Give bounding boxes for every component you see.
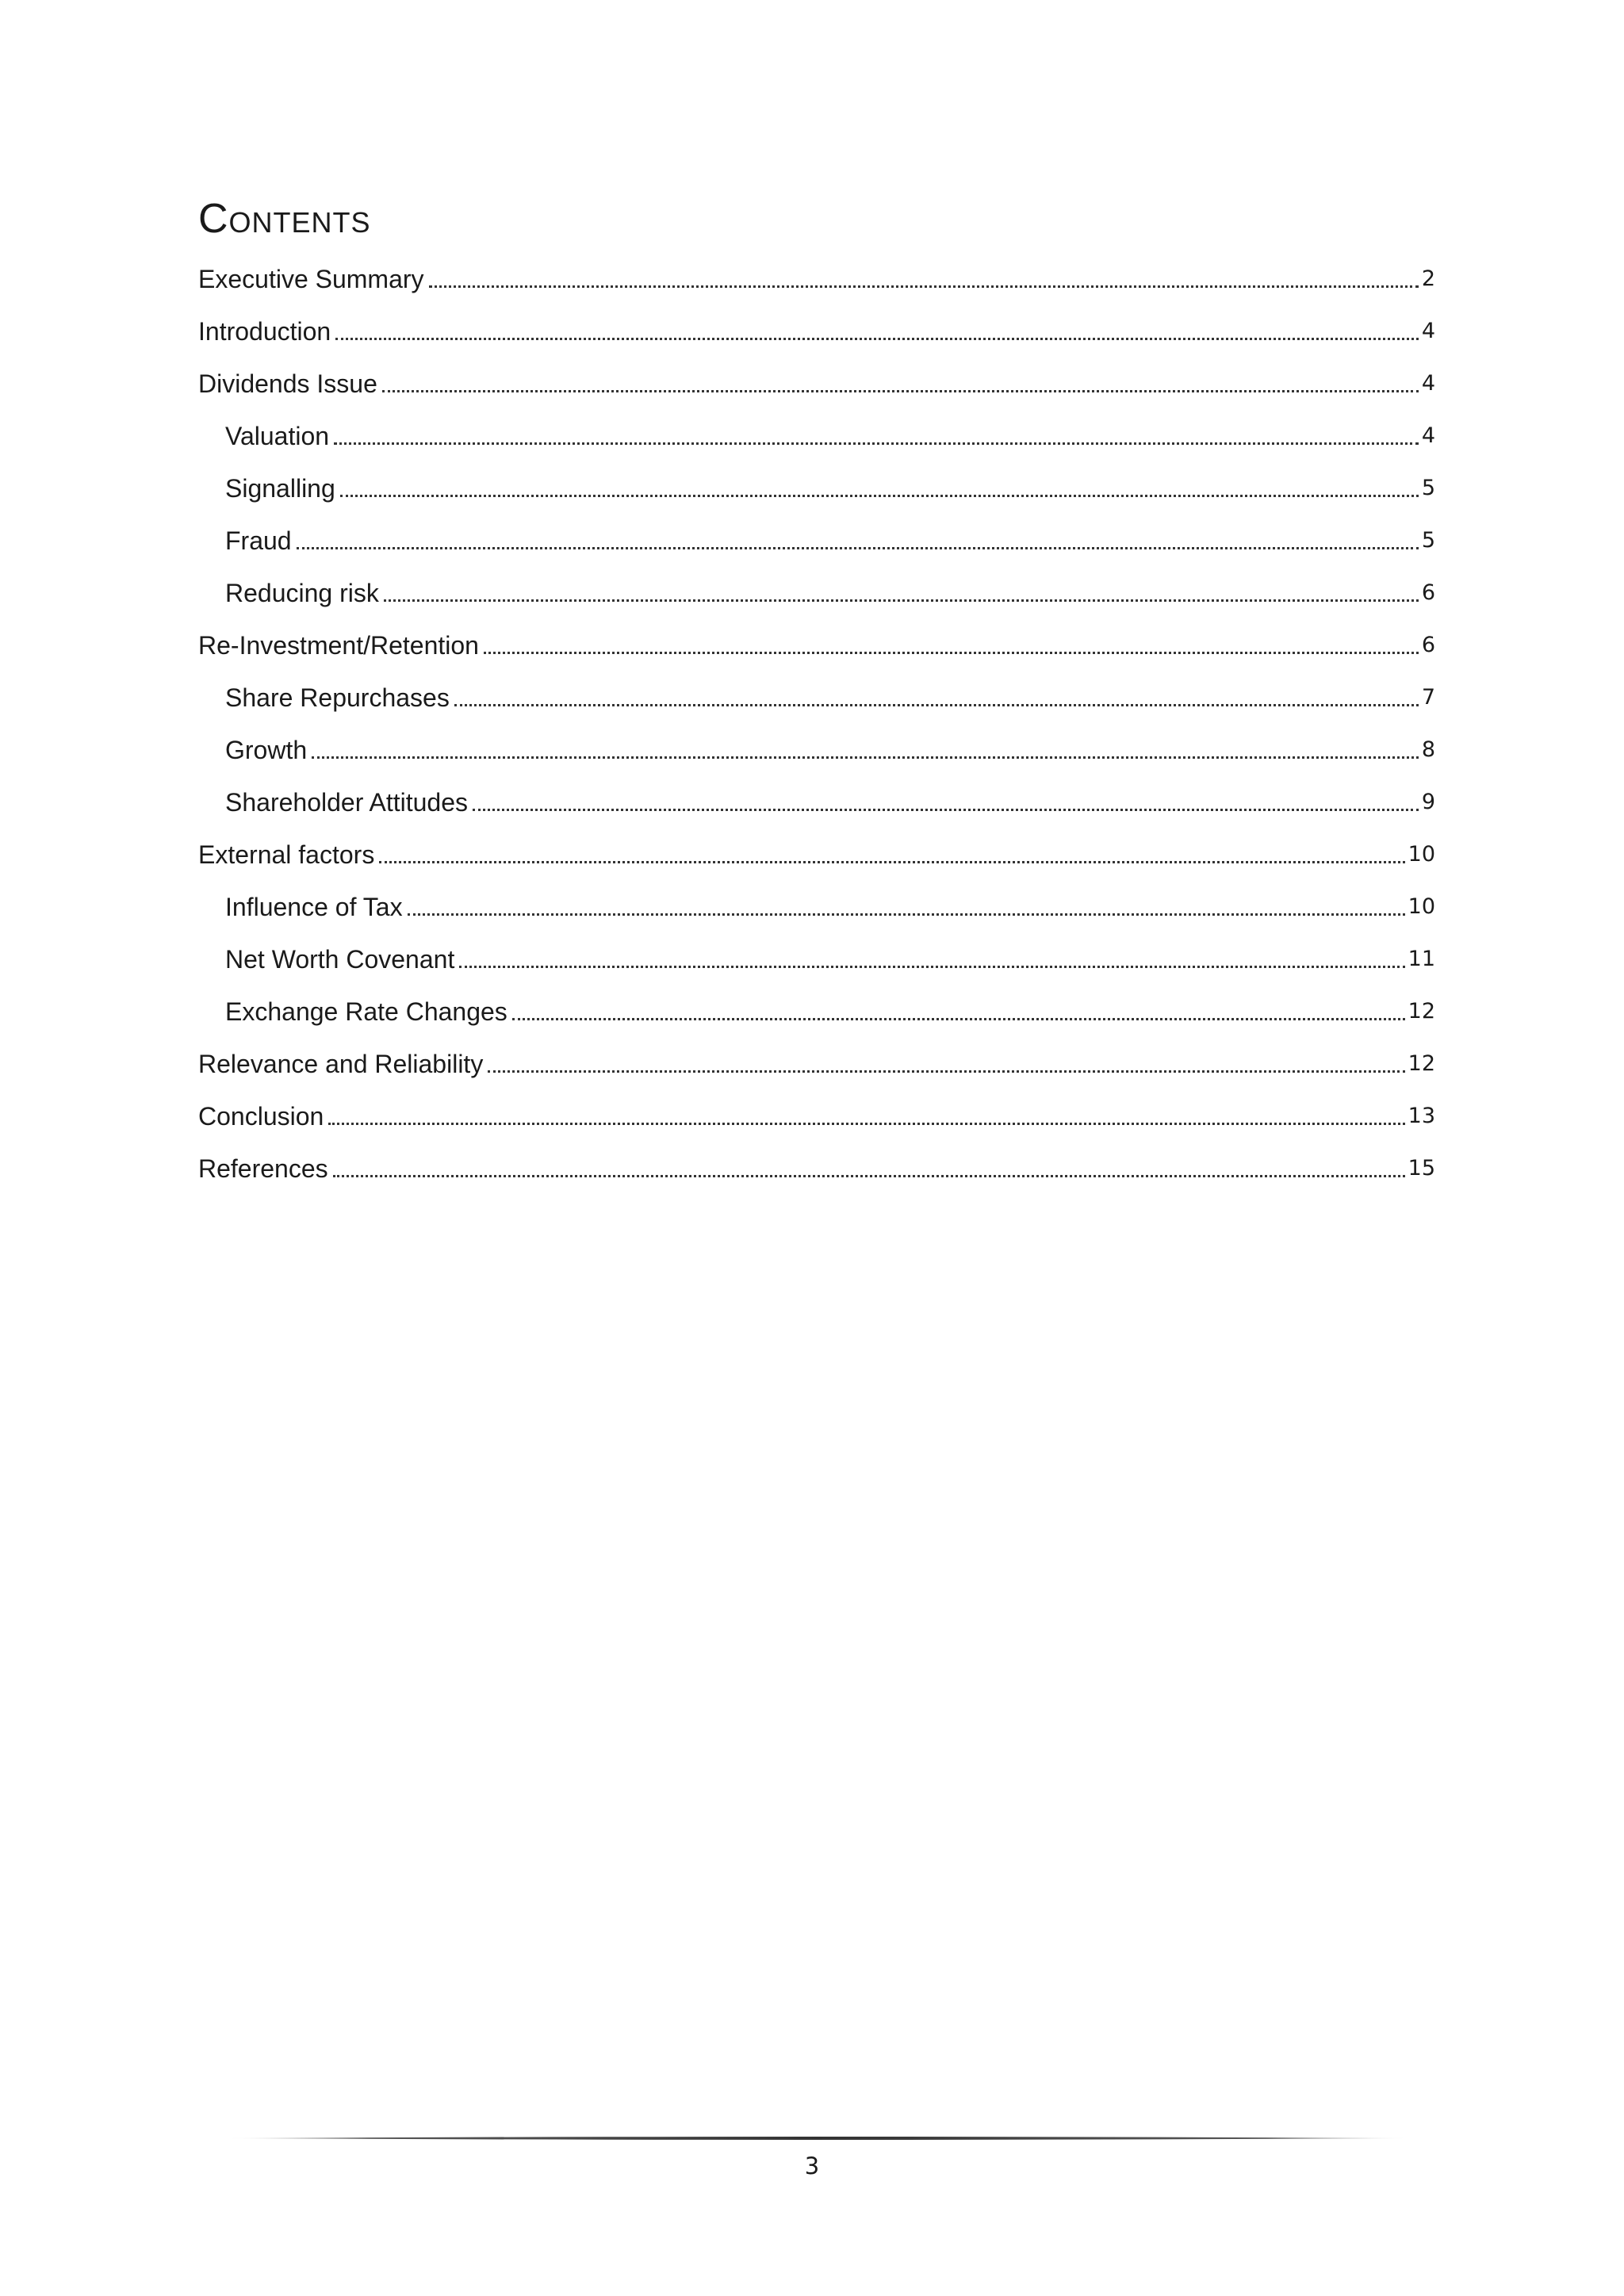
toc-entry[interactable] (198, 983, 1435, 1035)
toc-entry-title: Shareholder Attitudes (225, 788, 468, 817)
toc-entry-page-number: 7 (1421, 685, 1435, 710)
toc-entry-title: Dividends Issue (198, 369, 377, 398)
toc-entry-title: Net Worth Covenant (225, 945, 455, 974)
toc-entry-page-number: 5 (1421, 476, 1435, 500)
toc-dot-leader (459, 966, 1404, 968)
toc-entry[interactable] (198, 355, 1435, 408)
toc-dot-leader (328, 1123, 1404, 1125)
toc-entry-title: Executive Summary (198, 265, 424, 293)
toc-entry-title: Valuation (225, 422, 330, 450)
toc-entry-page-number: 2 (1421, 266, 1435, 291)
toc-entry-page-number: 5 (1421, 528, 1435, 553)
toc-dot-leader (312, 756, 1419, 759)
toc-entry[interactable] (198, 878, 1435, 931)
toc-entry-page-number: 15 (1408, 1156, 1435, 1181)
toc-dot-leader (297, 547, 1419, 549)
toc-entry[interactable] (198, 721, 1435, 774)
toc-dot-leader (473, 809, 1419, 811)
toc-entry-page-number: 4 (1421, 423, 1435, 448)
toc-entry-title: Re-Investment/Retention (198, 631, 479, 660)
contents-heading: Contents (198, 196, 371, 242)
toc-entry-page-number: 13 (1408, 1104, 1435, 1128)
toc-dot-leader (333, 1175, 1405, 1177)
toc-entry[interactable] (198, 774, 1435, 826)
toc-entry-page-number: 12 (1408, 999, 1435, 1024)
toc-entry-page-number: 6 (1421, 633, 1435, 657)
toc-dot-leader (408, 913, 1405, 916)
toc-dot-leader (488, 1070, 1404, 1073)
toc-dot-leader (379, 861, 1404, 863)
toc-entry[interactable] (198, 1140, 1435, 1192)
toc-entry[interactable] (198, 564, 1435, 617)
page-number: 3 (804, 2152, 820, 2179)
footer-divider (227, 2136, 1408, 2141)
toc-entry[interactable] (198, 617, 1435, 669)
toc-entry[interactable] (198, 512, 1435, 564)
toc-dot-leader (454, 704, 1419, 706)
toc-entry-title: Reducing risk (225, 579, 379, 607)
toc-entry-title: Relevance and Reliability (198, 1050, 484, 1078)
toc-entry-page-number: 10 (1408, 894, 1435, 919)
toc-entry-page-number: 9 (1421, 790, 1435, 814)
toc-dot-leader (512, 1018, 1405, 1020)
toc-entry-title: Exchange Rate Changes (225, 997, 508, 1026)
toc-dot-leader (340, 495, 1419, 497)
toc-entry-title: Introduction (198, 317, 331, 346)
toc-entry-page-number: 12 (1408, 1051, 1435, 1076)
toc-entry-title: Signalling (225, 474, 335, 503)
table-of-contents (198, 251, 1435, 1192)
toc-entry[interactable] (198, 931, 1435, 983)
toc-dot-leader (384, 599, 1419, 602)
toc-entry-title: Conclusion (198, 1102, 324, 1131)
toc-entry[interactable] (198, 826, 1435, 878)
toc-entry[interactable] (198, 669, 1435, 721)
toc-entry-page-number: 11 (1408, 947, 1435, 971)
toc-dot-leader (484, 652, 1419, 654)
toc-dot-leader (334, 442, 1419, 445)
toc-entry[interactable] (198, 1035, 1435, 1088)
toc-entry[interactable] (198, 408, 1435, 460)
toc-entry-page-number: 4 (1421, 371, 1435, 396)
toc-entry-title: Share Repurchases (225, 683, 450, 712)
toc-dot-leader (429, 285, 1419, 288)
toc-entry[interactable] (198, 1088, 1435, 1140)
toc-entry[interactable] (198, 251, 1435, 303)
toc-entry-page-number: 8 (1421, 737, 1435, 762)
toc-entry[interactable] (198, 460, 1435, 512)
toc-entry[interactable] (198, 303, 1435, 355)
toc-entry-title: Growth (225, 736, 308, 764)
toc-entry-title: Influence of Tax (225, 893, 403, 921)
toc-entry-title: External factors (198, 840, 375, 869)
toc-entry-page-number: 10 (1408, 842, 1435, 867)
toc-entry-page-number: 6 (1421, 580, 1435, 605)
toc-entry-page-number: 4 (1421, 319, 1435, 343)
toc-dot-leader (382, 390, 1419, 392)
toc-entry-title: References (198, 1154, 328, 1183)
toc-entry-title: Fraud (225, 526, 292, 555)
toc-dot-leader (335, 338, 1419, 340)
